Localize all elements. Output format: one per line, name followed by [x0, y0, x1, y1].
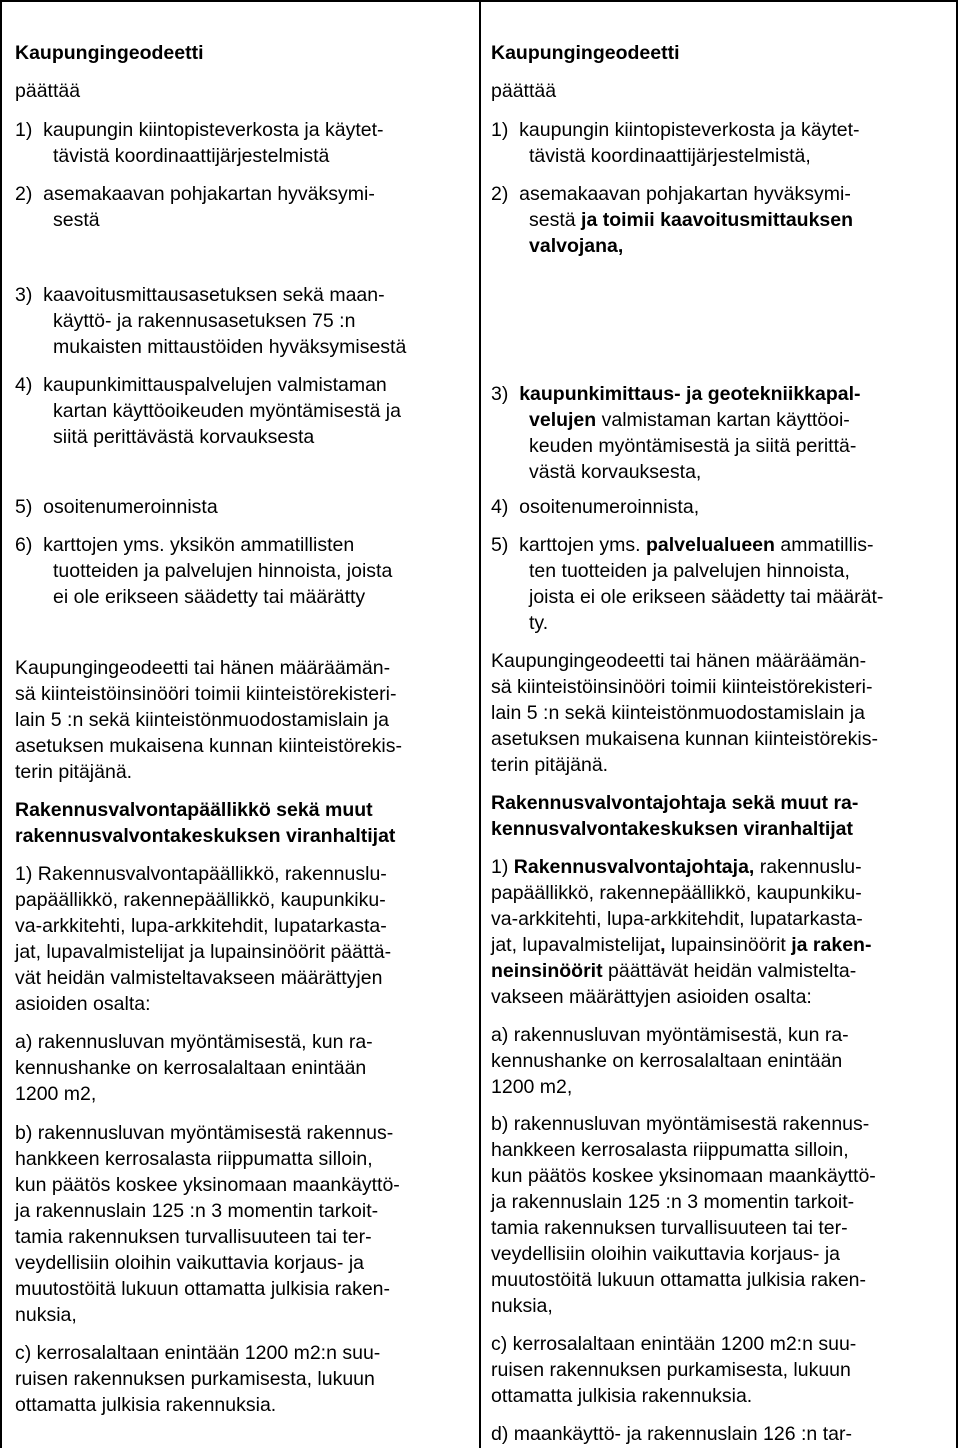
right-text-line: [491, 674, 872, 700]
right-text-line: [491, 532, 874, 558]
left-text-line: [15, 1146, 373, 1172]
bold-text-run: Kaupungingeodeetti: [491, 42, 680, 64]
right-text-line: [491, 1241, 840, 1267]
left-text-line: [15, 733, 402, 759]
text-run: muutostöitä lukuun ottamatta julkisia raken-: [491, 1269, 867, 1291]
column-divider: [479, 0, 481, 1448]
text-run: vakseen määrättyjen asioiden osalta:: [491, 986, 812, 1008]
text-run: ottamatta julkisia rakennuksia.: [491, 1385, 753, 1407]
text-run: 1): [491, 856, 514, 878]
text-run: terin pitäjänä.: [15, 761, 133, 783]
text-run: käyttö- ja rakennusasetuksen 75 :n: [53, 310, 356, 332]
text-run: 4) osoitenumeroinnista,: [491, 496, 700, 518]
left-text-line: [15, 1055, 366, 1081]
bold-text-run: Rakennusvalvontapäällikkö sekä muut: [15, 799, 373, 821]
right-text-line: [529, 610, 548, 636]
text-run: tamia rakennuksen turvallisuuteen tai ter-: [15, 1226, 372, 1248]
text-run: kartan käyttöoikeuden myöntämisestä ja: [53, 400, 401, 422]
right-text-line: [491, 816, 853, 842]
text-run: lain 5 :n sekä kiinteistönmuodostamislain ja: [491, 702, 865, 724]
text-run: ja rakennuslain 125 :n 3 momentin tarkoit-: [15, 1200, 379, 1222]
text-run: 3): [491, 383, 520, 405]
text-run: a) rakennusluvan myöntämisestä, kun ra-: [491, 1024, 849, 1046]
right-text-line: [491, 1215, 848, 1241]
text-run: 2) asemakaavan pohjakartan hyväksymi-: [491, 183, 851, 205]
right-text-line: [529, 143, 811, 169]
left-text-line: [15, 117, 384, 143]
bold-text-run: ja raken-: [791, 934, 872, 956]
right-text-line: [491, 1293, 553, 1319]
text-run: tamia rakennuksen turvallisuuteen tai ter-: [491, 1217, 848, 1239]
text-run: 4) kaupunkimittauspalvelujen valmistaman: [15, 374, 387, 396]
left-text-line: [15, 759, 132, 785]
text-run: 2) asemakaavan pohjakartan hyväksymi-: [15, 183, 375, 205]
right-text-line: [491, 1111, 869, 1137]
left-text-line: [53, 424, 314, 450]
text-run: lupainsinöörit: [665, 934, 792, 956]
text-run: sestä: [53, 209, 100, 231]
text-run: ruisen rakennuksen purkamisesta, lukuun: [491, 1359, 851, 1381]
text-run: d) maankäyttö- ja rakennuslain 126 :n tar-: [491, 1423, 852, 1445]
text-run: Kaupungingeodeetti tai hänen määräämän-: [15, 657, 391, 679]
right-text-line: [491, 958, 856, 984]
text-run: nuksia,: [491, 1295, 553, 1317]
left-text-line: [15, 78, 80, 104]
right-text-line: [491, 78, 556, 104]
left-text-line: [15, 372, 387, 398]
text-run: tuotteiden ja palvelujen hinnoista, joista: [53, 560, 393, 582]
text-run: päättävät heidän valmistelta-: [602, 960, 857, 982]
text-run: keuden myöntämisestä ja siitä perittä-: [529, 435, 857, 457]
left-text-line: [15, 1029, 373, 1055]
left-text-line: [15, 887, 386, 913]
left-text-line: [15, 797, 373, 823]
text-run: ruisen rakennuksen purkamisesta, lukuun: [15, 1368, 375, 1390]
right-text-line: [529, 407, 850, 433]
text-run: veydellisiin oloihin vaikuttavia korjaus- ja: [15, 1252, 365, 1274]
right-text-line: [529, 558, 850, 584]
text-run: päättää: [491, 80, 557, 102]
left-text-line: [15, 40, 204, 66]
left-text-line: [15, 1172, 400, 1198]
left-text-line: [15, 1392, 276, 1418]
text-run: 5) osoitenumeroinnista: [15, 496, 218, 518]
bold-text-run: neinsinöörit: [491, 960, 603, 982]
bold-text-run: ja toimii kaavoitusmittauksen: [581, 209, 854, 231]
right-text-line: [529, 233, 623, 259]
right-text-line: [491, 648, 866, 674]
text-run: kennushanke on kerrosalaltaan enintään: [15, 1057, 367, 1079]
text-run: ei ole erikseen säädetty tai määrätty: [53, 586, 366, 608]
text-run: siitä perittävästä korvauksesta: [53, 426, 315, 448]
right-text-line: [491, 494, 699, 520]
left-text-line: [15, 1302, 77, 1328]
left-text-line: [15, 991, 151, 1017]
right-text-line: [491, 1022, 849, 1048]
text-run: sä kiinteistöinsinööri toimii kiinteistörekisteri-: [15, 683, 397, 705]
left-text-line: [15, 181, 375, 207]
text-run: hankkeen kerrosalasta riippumatta silloin,: [15, 1148, 373, 1170]
text-run: papäällikkö, rakennepäällikkö, kaupunkiku-: [491, 882, 862, 904]
right-text-line: [491, 984, 812, 1010]
left-text-line: [15, 913, 387, 939]
bold-text-run: palvelualueen: [645, 534, 775, 556]
left-text-line: [53, 308, 355, 334]
left-text-line: [15, 1276, 390, 1302]
table-right-border: [956, 0, 958, 1448]
text-run: b) rakennusluvan myöntämisestä rakennus-: [491, 1113, 870, 1135]
left-text-line: [15, 861, 387, 887]
bold-text-run: Rakennusvalvontajohtaja,: [513, 856, 755, 878]
left-text-line: [15, 823, 395, 849]
left-text-line: [53, 143, 329, 169]
text-run: ja rakennuslain 125 :n 3 momentin tarkoit-: [491, 1191, 855, 1213]
right-text-line: [491, 1163, 876, 1189]
text-run: kennushanke on kerrosalaltaan enintään: [491, 1050, 843, 1072]
text-run: ammatillis-: [774, 534, 874, 556]
right-text-line: [491, 932, 871, 958]
text-run: 1) Rakennusvalvontapäällikkö, rakennuslu-: [15, 863, 387, 885]
right-text-line: [491, 1357, 851, 1383]
text-run: asetuksen mukaisena kunnan kiinteistörekis-: [491, 728, 878, 750]
right-text-line: [529, 584, 883, 610]
text-run: valmistaman kartan käyttöoi-: [596, 409, 850, 431]
left-text-line: [53, 334, 406, 360]
right-text-line: [491, 117, 860, 143]
left-text-line: [15, 655, 390, 681]
text-run: papäällikkö, rakennepäällikkö, kaupunkiku-: [15, 889, 386, 911]
text-run: ottamatta julkisia rakennuksia.: [15, 1394, 277, 1416]
bold-text-run: valvojana,: [529, 235, 624, 257]
left-text-line: [15, 1224, 372, 1250]
right-text-line: [491, 1189, 854, 1215]
text-run: tävistä koordinaattijärjestelmistä: [53, 145, 330, 167]
right-text-line: [491, 700, 865, 726]
text-run: 6) karttojen yms. yksikön ammatillisten: [15, 534, 355, 556]
text-run: nuksia,: [15, 1304, 77, 1326]
right-text-line: [491, 1074, 572, 1100]
bold-text-run: Kaupungingeodeetti: [15, 42, 204, 64]
text-run: rakennuslu-: [754, 856, 862, 878]
right-text-line: [491, 1331, 856, 1357]
text-run: kun päätös koskee yksinomaan maankäyttö-: [491, 1165, 876, 1187]
left-text-line: [15, 1366, 375, 1392]
right-text-line: [529, 459, 701, 485]
text-run: ty.: [529, 612, 549, 634]
left-text-line: [15, 939, 391, 965]
bold-text-run: velujen: [529, 409, 597, 431]
left-text-line: [15, 1340, 380, 1366]
text-run: asetuksen mukaisena kunnan kiinteistörekis-: [15, 735, 402, 757]
left-text-line: [53, 584, 365, 610]
text-run: jat, lupavalmistelijat: [491, 934, 661, 956]
text-run: 3) kaavoitusmittausasetuksen sekä maan-: [15, 284, 385, 306]
text-run: tävistä koordinaattijärjestelmistä,: [529, 145, 811, 167]
table-left-border: [0, 0, 2, 1448]
text-run: 1200 m2,: [491, 1076, 573, 1098]
left-text-line: [15, 494, 218, 520]
text-run: hankkeen kerrosalasta riippumatta silloin,: [491, 1139, 849, 1161]
left-text-line: [15, 532, 354, 558]
right-text-line: [529, 207, 853, 233]
right-text-line: [491, 40, 680, 66]
text-run: västä korvauksesta,: [529, 461, 702, 483]
right-text-line: [491, 880, 862, 906]
text-run: terin pitäjänä.: [491, 754, 609, 776]
text-run: b) rakennusluvan myöntämisestä rakennus-: [15, 1122, 394, 1144]
text-run: mukaisten mittaustöiden hyväksymisestä: [53, 336, 407, 358]
text-run: a) rakennusluvan myöntämisestä, kun ra-: [15, 1031, 373, 1053]
text-run: asioiden osalta:: [15, 993, 151, 1015]
text-run: 1) kaupungin kiintopisteverkosta ja käytet-: [491, 119, 860, 141]
right-text-line: [491, 381, 861, 407]
left-text-line: [53, 398, 401, 424]
text-run: sä kiinteistöinsinööri toimii kiinteistörekisteri-: [491, 676, 873, 698]
text-run: jat, lupavalmistelijat ja lupainsinöörit päättä-: [15, 941, 392, 963]
left-text-line: [15, 1250, 364, 1276]
left-text-line: [53, 207, 100, 233]
text-run: va-arkkitehti, lupa-arkkitehdit, lupatarkasta-: [491, 908, 863, 930]
left-text-line: [53, 558, 392, 584]
right-text-line: [491, 181, 851, 207]
bold-text-run: rakennusvalvontakeskuksen viranhaltijat: [15, 825, 396, 847]
left-text-line: [15, 681, 396, 707]
text-run: sestä: [529, 209, 582, 231]
left-text-line: [15, 282, 385, 308]
text-run: ten tuotteiden ja palvelujen hinnoista,: [529, 560, 850, 582]
text-run: veydellisiin oloihin vaikuttavia korjaus- ja: [491, 1243, 841, 1265]
text-run: joista ei ole erikseen säädetty tai määrät-: [529, 586, 884, 608]
text-run: va-arkkitehti, lupa-arkkitehdit, lupatarkasta-: [15, 915, 387, 937]
left-text-line: [15, 1081, 96, 1107]
text-run: Kaupungingeodeetti tai hänen määräämän-: [491, 650, 867, 672]
left-text-line: [15, 1120, 393, 1146]
text-run: kun päätös koskee yksinomaan maankäyttö-: [15, 1174, 400, 1196]
bold-text-run: Rakennusvalvontajohtaja sekä muut ra-: [491, 792, 859, 814]
right-text-line: [491, 1137, 849, 1163]
left-text-line: [15, 965, 382, 991]
text-run: muutostöitä lukuun ottamatta julkisia raken-: [15, 1278, 391, 1300]
right-text-line: [491, 726, 878, 752]
right-text-line: [491, 906, 863, 932]
text-run: 1) kaupungin kiintopisteverkosta ja käytet-: [15, 119, 384, 141]
text-run: vät heidän valmisteltavakseen määrättyjen: [15, 967, 383, 989]
right-text-line: [529, 433, 856, 459]
right-text-line: [491, 790, 858, 816]
bold-text-run: kaupunkimittaus- ja geotekniikkapal-: [519, 383, 861, 405]
text-run: päättää: [15, 80, 81, 102]
left-text-line: [15, 707, 389, 733]
right-text-line: [491, 1048, 842, 1074]
right-text-line: [491, 752, 608, 778]
right-text-line: [491, 854, 862, 880]
text-run: lain 5 :n sekä kiinteistönmuodostamislain ja: [15, 709, 389, 731]
left-text-line: [15, 1198, 378, 1224]
bold-text-run: kennusvalvontakeskuksen viranhaltijat: [491, 818, 853, 840]
text-run: c) kerrosalaltaan enintään 1200 m2:n suu-: [491, 1333, 857, 1355]
bold-text-run: ,: [660, 934, 666, 956]
text-run: 1200 m2,: [15, 1083, 97, 1105]
right-text-line: [491, 1267, 866, 1293]
text-run: 5) karttojen yms.: [491, 534, 646, 556]
right-text-line: [491, 1421, 852, 1447]
text-run: c) kerrosalaltaan enintään 1200 m2:n suu-: [15, 1342, 381, 1364]
right-text-line: [491, 1383, 752, 1409]
